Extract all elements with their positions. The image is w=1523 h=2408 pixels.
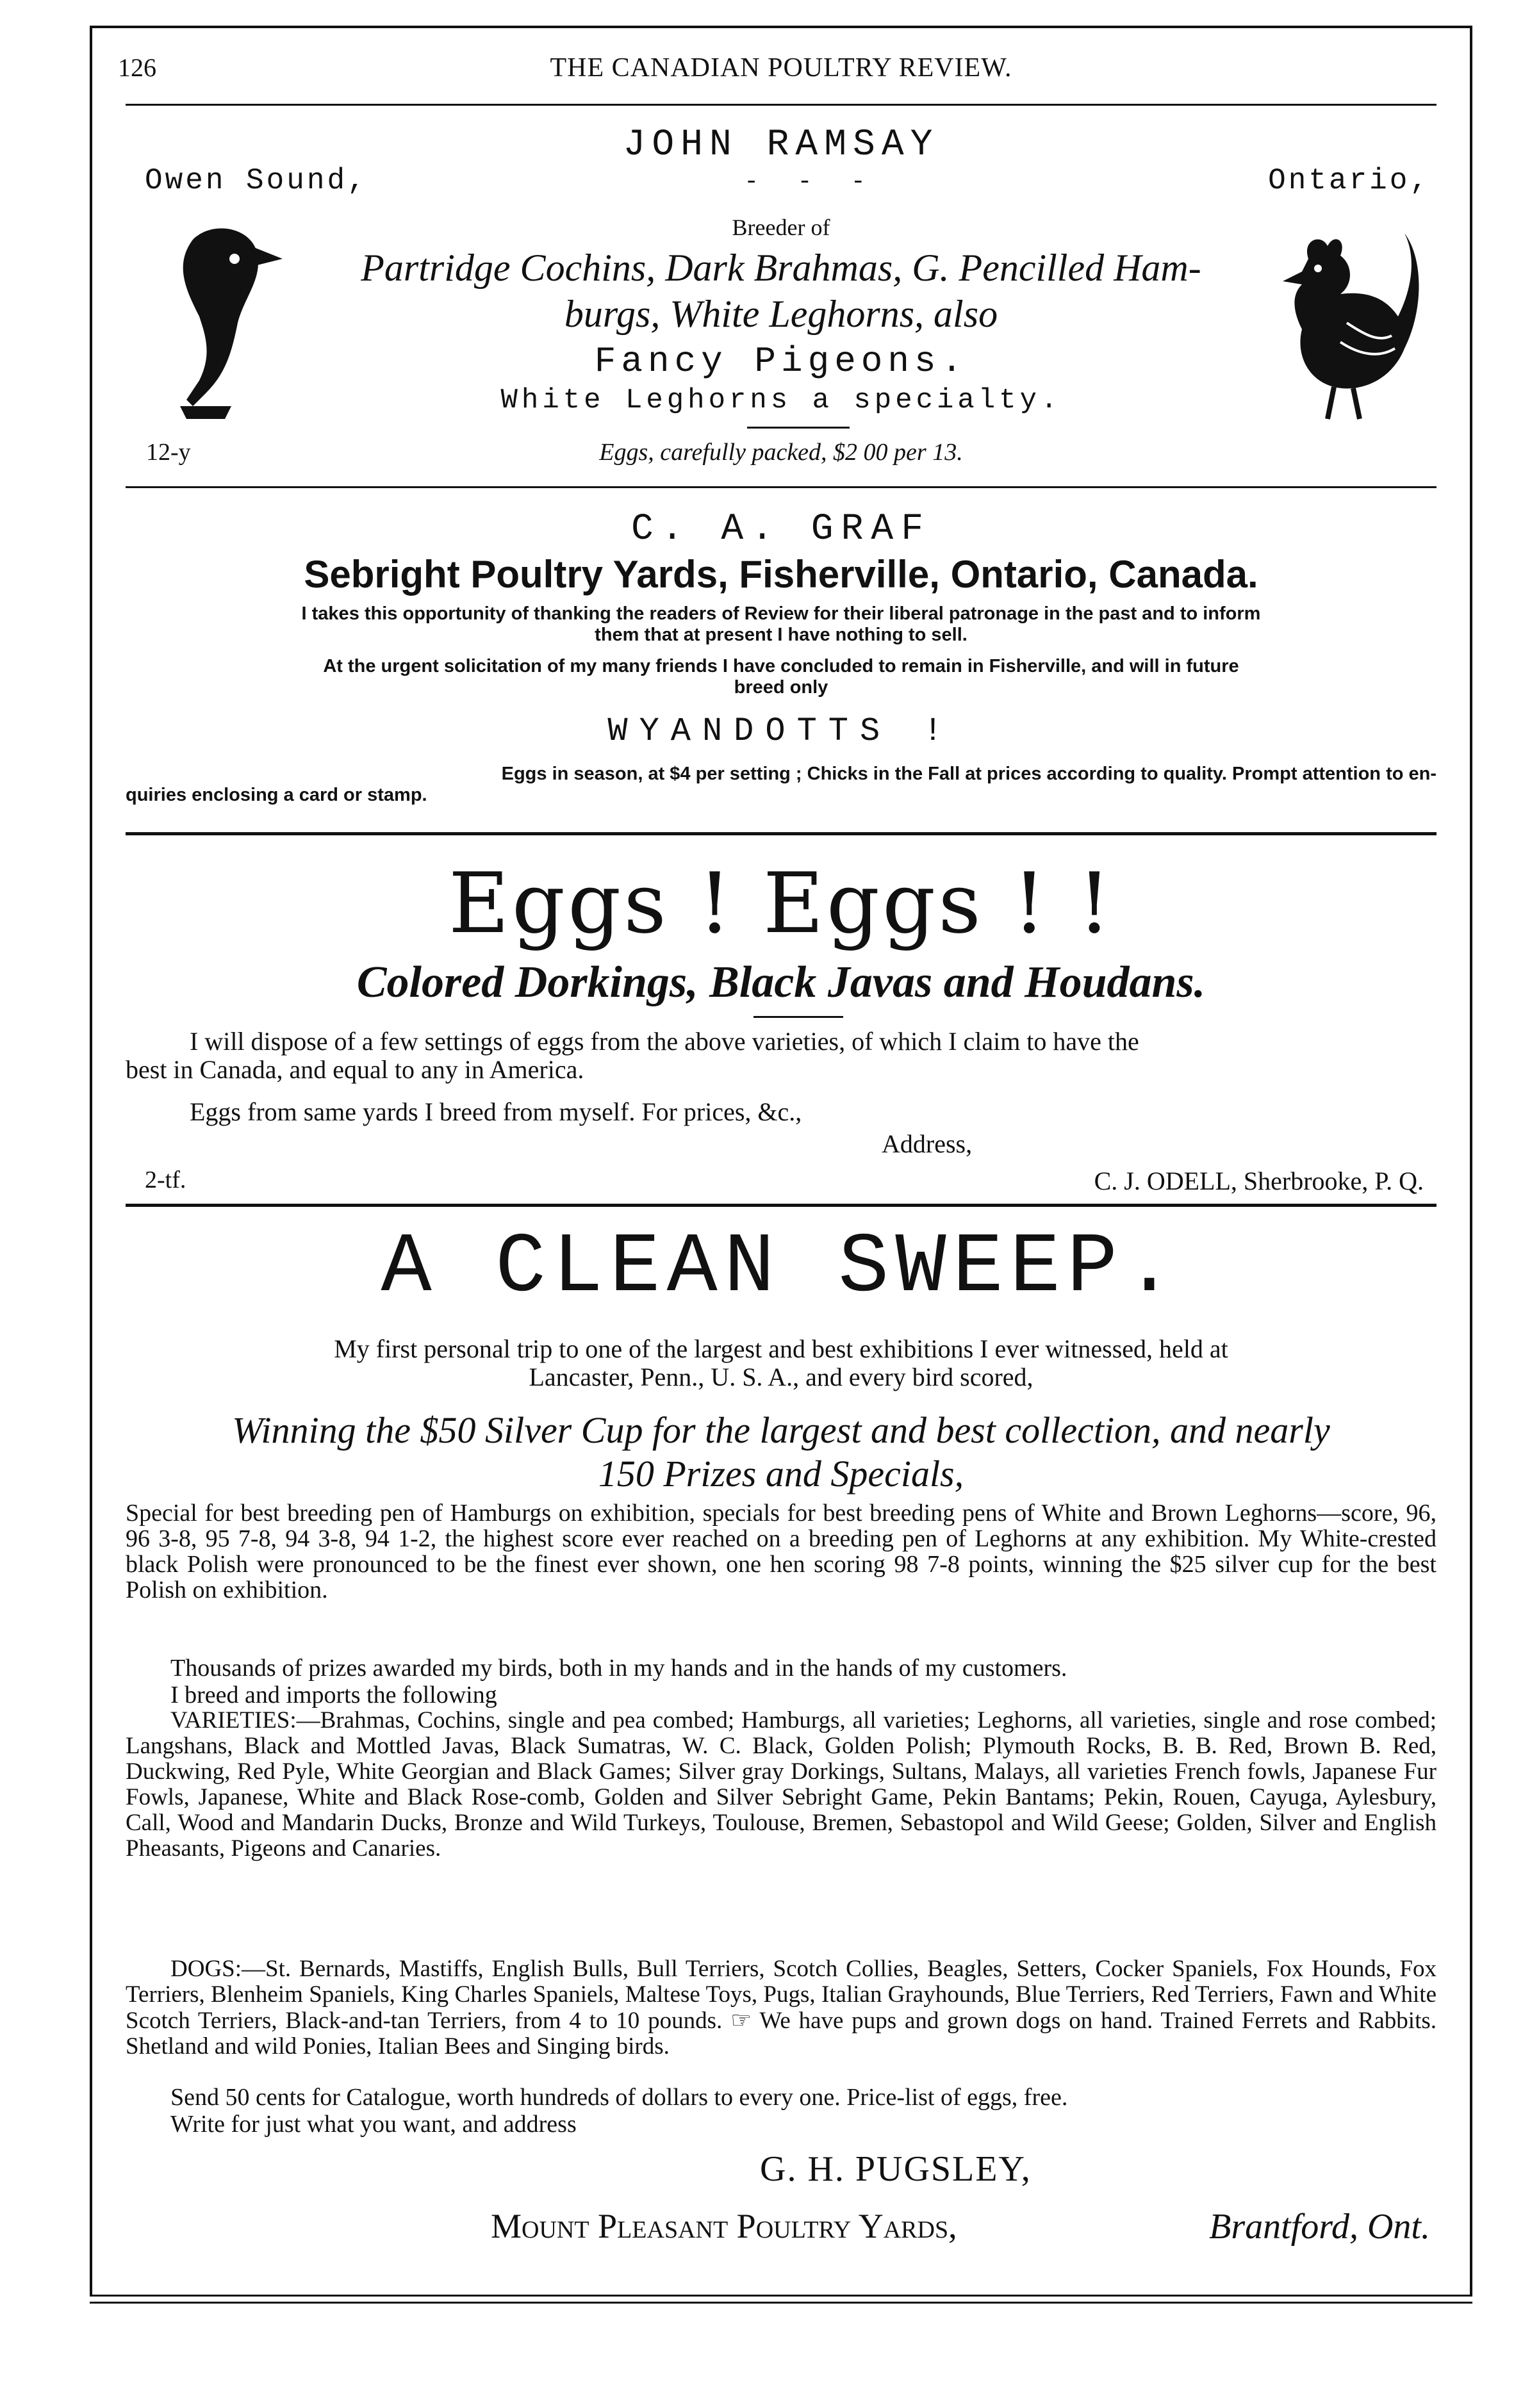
odell-para1-line2: best in Canada, and equal to any in America. [126,1055,584,1084]
odell-para2: Eggs from same yards I breed from myself. For prices, &c., [190,1097,802,1126]
rule-after-ramsay [126,486,1437,488]
graf-para2-line2: breed only [734,677,828,698]
ramsay-breeds-line1: Partridge Cochins, Dark Brahmas, G. Pencilled Ham- [361,247,1201,289]
graf-para2-line1: At the urgent solicitation of my many friends I have concluded to remain in Fisherville, and will in future [323,656,1239,676]
pugsley-intro [106,1335,1456,1391]
pugsley-intro-line2: Lancaster, Penn., U. S. A., and every bird scored, [529,1363,1033,1391]
pugsley-special: Special for best breeding pen of Hamburgs on exhibition, specials for best breeding pens of White and Brown Leghorns—score, 96, 96 3-8, 95 7-8, 94 3-8, 94 1-2, the highest score ever reached on a breeding pen of Leghorns at any exhibition. My White-crested black Polish were pronounced to be the finest ever shown, one hen scoring 98 7-8 points, winning the $25 silver cup for the best Polish on exhibition. [126,1500,1437,1603]
odell-short-rule [753,1016,843,1018]
pugsley-intro-line1: My first personal trip to one of the largest and best exhibitions I ever witnessed, held at [334,1334,1228,1363]
graf-para3 [126,764,1437,806]
graf-name: C. A. GRAF [630,509,932,550]
running-header [106,53,1456,85]
pugsley-winning-line2: 150 Prizes and Specials, [598,1453,964,1495]
pugsley-winning-line1: Winning the $50 Silver Cup for the largest and best collection, and nearly [232,1409,1330,1451]
odell-headline: Eggs ! Eggs ! ! [448,855,1114,952]
ramsay-name: JOHN RAMSAY [623,124,939,166]
header-rule [126,104,1437,106]
pugsley-dogs-tail: We have pups and grown dogs on hand. Trained Ferrets and Rabbits. Shetland and wild Ponies, Italian Bees and Singing birds. [126,2008,1437,2060]
running-title: THE CANADIAN POULTRY REVIEW. [550,53,1012,83]
graf-yards: Sebright Poultry Yards, Fisherville, Ontario, Canada. [304,553,1258,596]
pugsley-address [106,2206,1456,2251]
page-frame [90,26,1472,2296]
pugsley-headline: A CLEAN SWEEP. [381,1220,1181,1316]
pugsley-write: Write for just what you want, and address [170,2111,577,2138]
graf-para1-line1: I takes this opportunity of thanking the readers of Review for their liberal patronage in the past and to inform [301,603,1261,624]
ramsay-specialty: White Leghorns a specialty. [500,384,1062,416]
graf-wyandotts: WYANDOTTS ! [607,712,955,750]
odell-address-label: Address, [882,1129,973,1158]
ramsay-fancy-pigeons: Fancy Pigeons. [594,341,968,382]
bottom-rule [90,2295,1472,2304]
pugsley-winning [106,1409,1456,1496]
pugsley-catalogue: Send 50 cents for Catalogue, worth hundreds of dollars to every one. Price-list of eggs, free. [170,2084,1068,2111]
pugsley-thousands: Thousands of prizes awarded my birds, both in my hands and in the hands of my customers. [170,1655,1067,1682]
rule-after-odell [126,1204,1437,1207]
pugsley-place: Brantford, Ont. [1209,2207,1430,2247]
ramsay-town: Owen Sound, [145,164,368,197]
pugsley-yards: Mount Pleasant Poultry Yards, [491,2207,957,2245]
pugsley-dogs [126,1956,1437,2060]
ramsay-eggs: Eggs, carefully packed, $2 00 per 13. [599,439,963,466]
ramsay-code: 12-y [146,439,191,466]
ramsay-dashes: - - - [747,165,862,193]
graf-para1 [106,603,1456,646]
graf-para3-line1: Eggs in season, at $4 per setting ; Chicks in the Fall at prices according to quality. Prompt attention to en- [501,764,1437,784]
page-number: 126 [118,53,156,82]
odell-code: 2-tf. [145,1167,186,1193]
ramsay-province: Ontario, [1268,164,1430,197]
pugsley-breed-import: I breed and imports the following [170,1682,497,1708]
rule-after-graf [126,832,1437,835]
odell-signature: C. J. ODELL, Sherbrooke, P. Q. [1094,1167,1424,1195]
ramsay-breeder-of: Breeder of [732,215,830,240]
pointing-hand-icon: ☞ [730,2006,752,2034]
pugsley-varieties: VARIETIES:—Brahmas, Cochins, single and pea combed; Hamburgs, all varieties; Leghorns, all varieties, single and rose combed; Langshans, Black and Mottled Javas, Black Sumatras, W. C. Black, Golden Polish; Plymouth Rocks, B. B. Red, Brown B. Red, Duckwing, Red Pyle, White Georgian and Black Games; Silver gray Dorkings, Sultans, Malays, all varieties French fowls, Japanese Fur Fowls, Japanese, White and Black Rose-comb, Golden and Silver Sebright Game, Pekin Bantams; Pekin, Rouen, Cayuga, Aylesbury, Call, Wood and Mandarin Ducks, Bronze and Wild Turkeys, Toulouse, Bremen, Sebastopol and Wild Geese; Golden, Silver and English Pheasants, Pigeons and Canaries. [126,1707,1437,1862]
odell-para1-line1: I will dispose of a few settings of eggs from the above varieties, of which I claim to have the [190,1027,1139,1056]
graf-para3-line2: quiries enclosing a card or stamp. [126,785,427,805]
graf-para1-line2: them that at present I have nothing to sell. [595,625,967,645]
pugsley-dogs-text: DOGS:—St. Bernards, Mastiffs, English Bulls, Bull Terriers, Scotch Collies, Beagles, Setters, Cocker Spaniels, Fox Hounds, Fox Terriers, Blenheim Spaniels, King Charles Spaniels, Maltese Toys, Pugs, Italian Grayhounds, Blue Terriers, Red Terriers, Fawn and White Scotch Terriers, Black-and-tan Terriers, from 4 to 10 pounds. [126,1956,1437,2034]
ramsay-breeds-line2: burgs, White Leghorns, also [564,293,998,335]
odell-breeds: Colored Dorkings, Black Javas and Houdans. [356,958,1206,1007]
graf-para2 [106,656,1456,698]
ramsay-short-rule [747,427,850,429]
pugsley-signature: G. H. PUGSLEY, [760,2149,1032,2189]
odell-para1 [126,1027,1437,1084]
